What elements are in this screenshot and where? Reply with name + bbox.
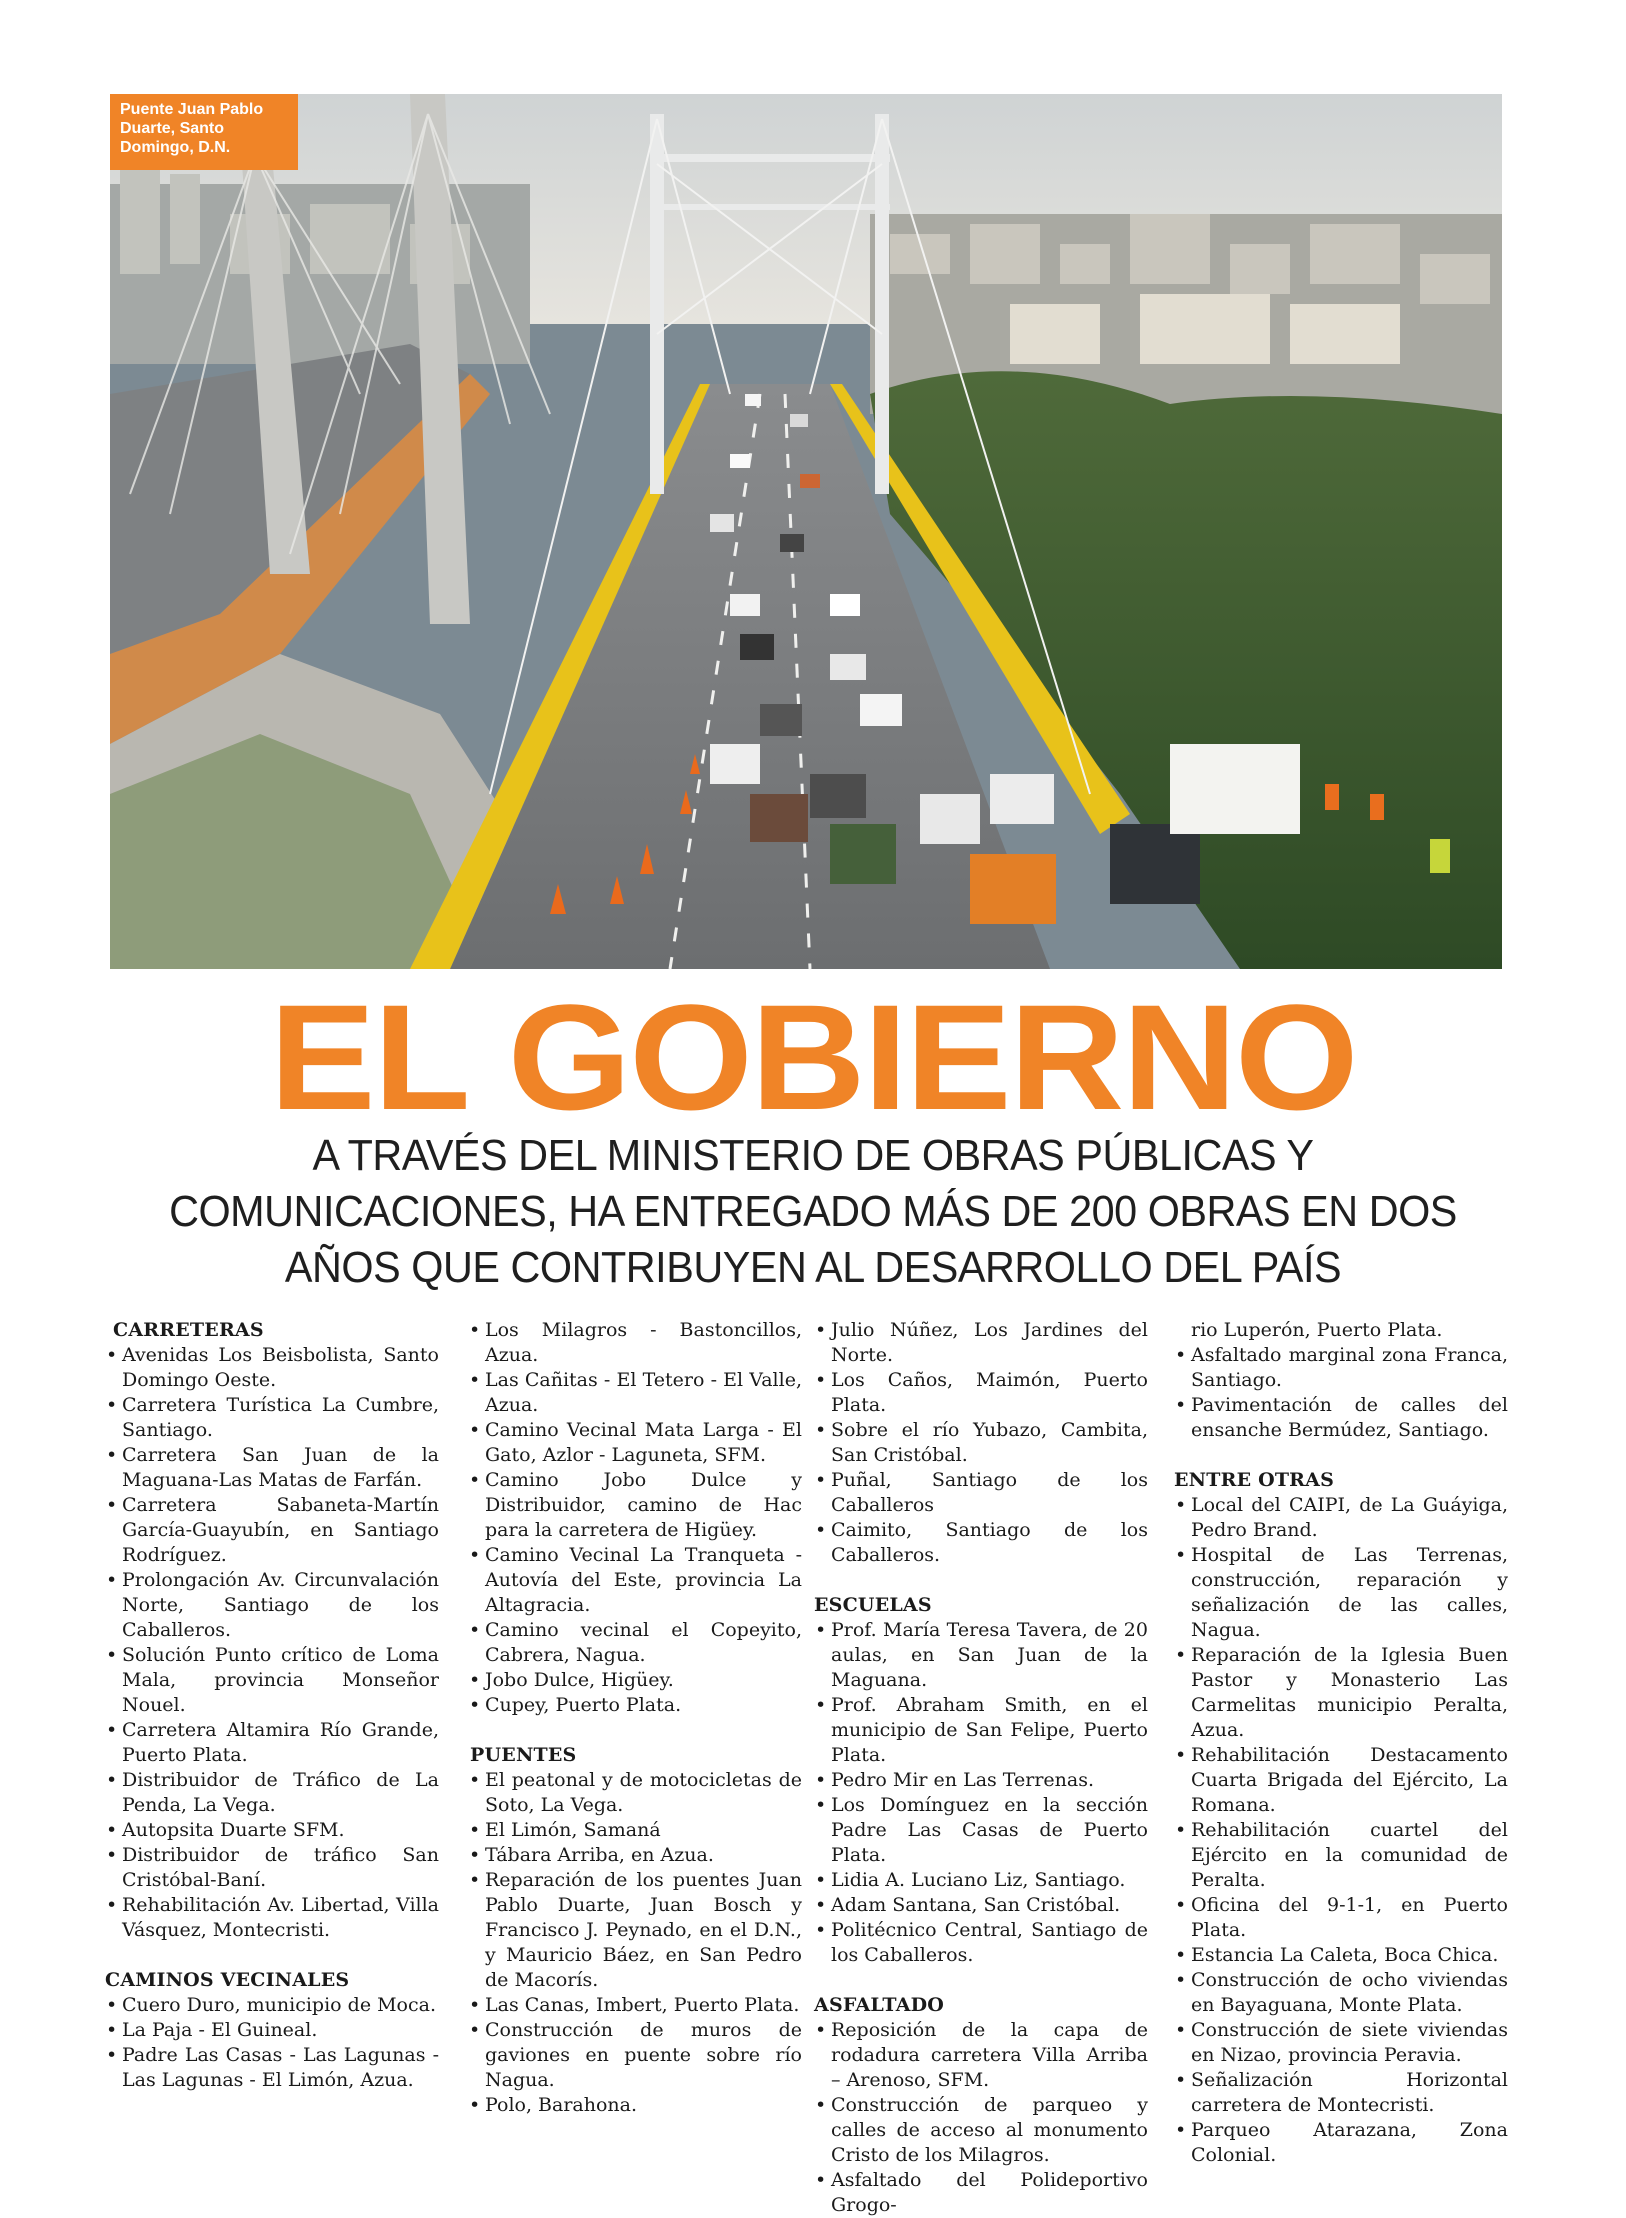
asfaltado-list-continued: [1174, 1318, 1508, 1443]
list-item: • Camino Vecinal La Tranqueta - Autovía del Este, provincia La Altagracia.: [468, 1543, 802, 1618]
list-item: • Rehabilitación cuartel del Ejército en la comunidad de Peralta.: [1174, 1818, 1508, 1893]
list-item: • Prof. María Teresa Tavera, de 20 aulas, en San Juan de la Maguana.: [814, 1618, 1148, 1693]
list-item: • Estancia La Caleta, Boca Chica.: [1174, 1943, 1508, 1968]
subheadline-line: AÑOS QUE CONTRIBUYEN AL DESARROLLO DEL PAÍS: [284, 1243, 1342, 1292]
section-title-carreteras: CARRETERAS: [113, 1319, 264, 1341]
carreteras-list: [105, 1343, 439, 1943]
subheadline-line: COMUNICACIONES, HA ENTREGADO MÁS DE 200 OBRAS EN DOS: [169, 1187, 1457, 1236]
list-item: • Señalización Horizontal carretera de Montecristi.: [1174, 2068, 1508, 2118]
list-item: • Hospital de Las Terrenas, construcción, reparación y señalización de las calles, Nagua.: [1174, 1543, 1508, 1643]
list-item: • Padre Las Casas - Las Lagunas - Las Lagunas - El Limón, Azua.: [105, 2043, 439, 2093]
list-item: • Adam Santana, San Cristóbal.: [814, 1893, 1148, 1918]
column-2: [468, 1318, 802, 2118]
caption-line: Domingo, D.N.: [120, 139, 231, 156]
puentes-list: [468, 1768, 802, 2118]
subheadline-line: A TRAVÉS DEL MINISTERIO DE OBRAS PÚBLICAS Y: [312, 1131, 1314, 1180]
section-title-caminos: CAMINOS VECINALES: [105, 1969, 350, 1991]
list-item: • Lidia A. Luciano Liz, Santiago.: [814, 1868, 1148, 1893]
list-item: • Carretera Altamira Río Grande, Puerto Plata.: [105, 1718, 439, 1768]
subheadline: [100, 1128, 1526, 1296]
list-item: • Tábara Arriba, en Azua.: [468, 1843, 802, 1868]
list-item: • Carretera San Juan de la Maguana-Las Matas de Farfán.: [105, 1443, 439, 1493]
list-item: • Local del CAIPI, de La Guáyiga, Pedro Brand.: [1174, 1493, 1508, 1543]
list-item: • Asfaltado marginal zona Franca, Santiago.: [1174, 1343, 1508, 1393]
caminos-list-continued: [468, 1318, 802, 1718]
column-3: [814, 1318, 1148, 2218]
list-item: • El Limón, Samaná: [468, 1818, 802, 1843]
list-item: • El peatonal y de motocicletas de Soto, La Vega.: [468, 1768, 802, 1818]
column-1: [105, 1318, 439, 2093]
list-item: • Camino vecinal el Copeyito, Cabrera, Nagua.: [468, 1618, 802, 1668]
list-item: • Avenidas Los Beisbolista, Santo Domingo Oeste.: [105, 1343, 439, 1393]
list-item: • La Paja - El Guineal.: [105, 2018, 439, 2043]
puentes-list-continued: [814, 1318, 1148, 1568]
entre-otras-list: [1174, 1493, 1508, 2168]
list-item: • Distribuidor de tráfico San Cristóbal-Baní.: [105, 1843, 439, 1893]
caminos-list: [105, 1993, 439, 2093]
list-item: • Prof. Abraham Smith, en el municipio de San Felipe, Puerto Plata.: [814, 1693, 1148, 1768]
list-item: • Los Milagros - Bastoncillos, Azua.: [468, 1318, 802, 1368]
list-item: • Rehabilitación Av. Libertad, Villa Vásquez, Montecristi.: [105, 1893, 439, 1943]
list-item: • Construcción de ocho viviendas en Bayaguana, Monte Plata.: [1174, 1968, 1508, 2018]
list-item: • Reposición de la capa de rodadura carretera Villa Arriba – Arenoso, SFM.: [814, 2018, 1148, 2093]
list-item: • Construcción de muros de gaviones en puente sobre río Nagua.: [468, 2018, 802, 2093]
list-item: • Reparación de los puentes Juan Pablo Duarte, Juan Bosch y Francisco J. Peynado, en el D.N., y Mauricio Báez, en San Pedro de Macorís.: [468, 1868, 802, 1993]
photo-caption: [110, 94, 298, 170]
asfaltado-list: [814, 2018, 1148, 2218]
list-item: • Oficina del 9-1-1, en Puerto Plata.: [1174, 1893, 1508, 1943]
list-item: • Puñal, Santiago de los Caballeros: [814, 1468, 1148, 1518]
list-item: • Los Caños, Maimón, Puerto Plata.: [814, 1368, 1148, 1418]
list-item: • Pedro Mir en Las Terrenas.: [814, 1768, 1148, 1793]
list-item: • Solución Punto crítico de Loma Mala, provincia Monseñor Nouel.: [105, 1643, 439, 1718]
bridge-illustration: [110, 94, 1502, 969]
escuelas-list: [814, 1618, 1148, 1968]
list-item: • Autopsita Duarte SFM.: [105, 1818, 439, 1843]
list-item: • Camino Vecinal Mata Larga - El Gato, Azlor - Laguneta, SFM.: [468, 1418, 802, 1468]
caption-line: Puente Juan Pablo: [120, 101, 264, 118]
headline: EL GOBIERNO: [269, 973, 1357, 1141]
list-item: • Parqueo Atarazana, Zona Colonial.: [1174, 2118, 1508, 2168]
list-item: • Carretera Turística La Cumbre, Santiago.: [105, 1393, 439, 1443]
list-item: • Cuero Duro, municipio de Moca.: [105, 1993, 439, 2018]
list-item: • Polo, Barahona.: [468, 2093, 802, 2118]
list-item: • Jobo Dulce, Higüey.: [468, 1668, 802, 1693]
section-title-asfaltado: ASFALTADO: [814, 1994, 945, 2016]
list-item: • Camino Jobo Dulce y Distribuidor, camino de Hac para la carretera de Higüey.: [468, 1468, 802, 1543]
list-item: • Asfaltado del Polideportivo Grogo-: [814, 2168, 1148, 2218]
bridge-photo: [110, 94, 1502, 969]
section-title-escuelas: ESCUELAS: [814, 1594, 932, 1616]
list-item: • Rehabilitación Destacamento Cuarta Brigada del Ejército, La Romana.: [1174, 1743, 1508, 1818]
list-item: • Prolongación Av. Circunvalación Norte, Santiago de los Caballeros.: [105, 1568, 439, 1643]
list-item: • Cupey, Puerto Plata.: [468, 1693, 802, 1718]
list-item: • Las Cañitas - El Tetero - El Valle, Azua.: [468, 1368, 802, 1418]
list-item: • Sobre el río Yubazo, Cambita, San Cristóbal.: [814, 1418, 1148, 1468]
list-item-continuation: rio Luperón, Puerto Plata.: [1191, 1319, 1443, 1341]
list-item: • Politécnico Central, Santiago de los Caballeros.: [814, 1918, 1148, 1968]
list-item: • Carretera Sabaneta-Martín García-Guayubín, en Santiago Rodríguez.: [105, 1493, 439, 1568]
list-item: • Las Canas, Imbert, Puerto Plata.: [468, 1993, 802, 2018]
list-item: • Reparación de la Iglesia Buen Pastor y Monasterio Las Carmelitas municipio Peralta, Azua.: [1174, 1643, 1508, 1743]
list-item: • Construcción de parqueo y calles de acceso al monumento Cristo de los Milagros.: [814, 2093, 1148, 2168]
column-4: [1174, 1318, 1508, 2168]
list-item: • Distribuidor de Tráfico de La Penda, La Vega.: [105, 1768, 439, 1818]
list-item: • Los Domínguez en la sección Padre Las Casas de Puerto Plata.: [814, 1793, 1148, 1868]
list-item: • Pavimentación de calles del ensanche Bermúdez, Santiago.: [1174, 1393, 1508, 1443]
section-title-puentes: PUENTES: [470, 1744, 577, 1766]
caption-line: Duarte, Santo: [120, 120, 225, 137]
section-title-entre-otras: ENTRE OTRAS: [1174, 1469, 1335, 1491]
list-item: • Construcción de siete viviendas en Nizao, provincia Peravia.: [1174, 2018, 1508, 2068]
list-item: • Caimito, Santiago de los Caballeros.: [814, 1518, 1148, 1568]
list-item: • Julio Núñez, Los Jardines del Norte.: [814, 1318, 1148, 1368]
